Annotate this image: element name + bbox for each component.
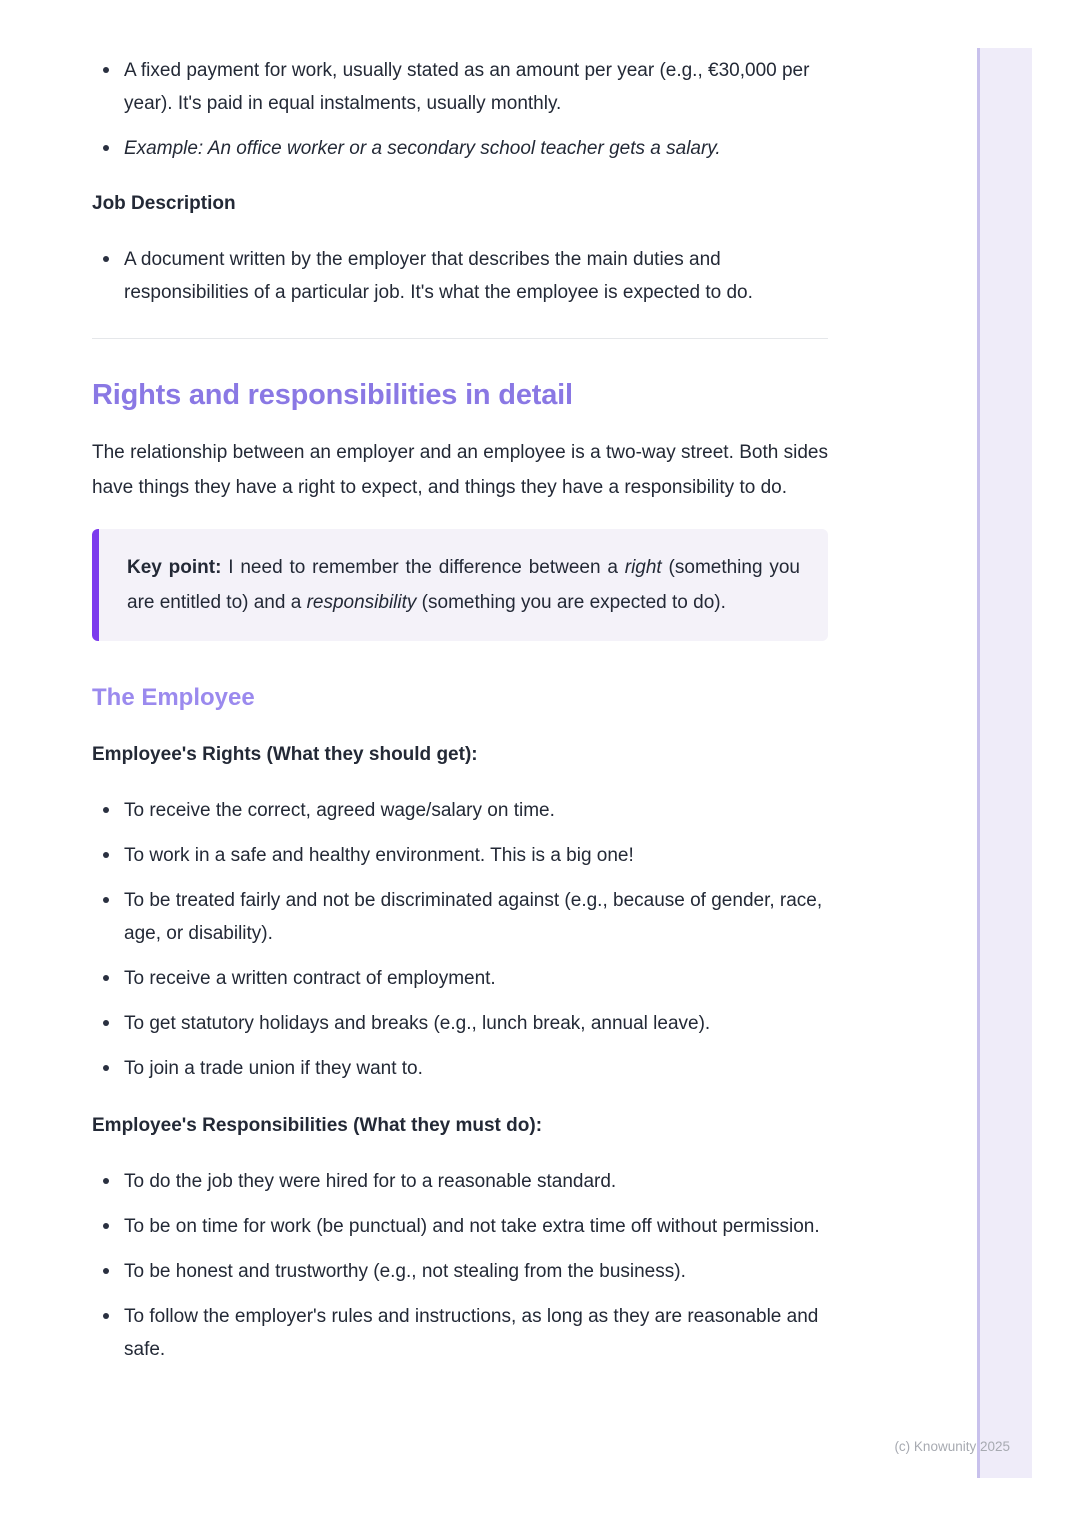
list-item: To do the job they were hired for to a reasonable standard. [124,1165,828,1198]
list-item: To be on time for work (be punctual) and not take extra time off without permission. [124,1210,828,1243]
list-item: To get statutory holidays and breaks (e.g., lunch break, annual leave). [124,1007,828,1040]
list-item: A fixed payment for work, usually stated as an amount per year (e.g., €30,000 per year). It's paid in equal instalments, usually monthly. [124,54,828,120]
key-point-segment: (something you are expected to do). [416,592,726,613]
list-item: To follow the employer's rules and instructions, as long as they are reasonable and safe. [124,1300,828,1366]
list-item: To work in a safe and healthy environment. This is a big one! [124,839,828,872]
list-item: A document written by the employer that describes the main duties and responsibilities of a particular job. It's what the employee is expected to do. [124,243,828,309]
employee-rights-heading: Employee's Rights (What they should get): [92,744,478,765]
list-item: To be treated fairly and not be discriminated against (e.g., because of gender, race, age, or disability). [124,884,828,950]
job-description-bullet-list [92,243,828,309]
key-point-segment: (something you are entitled to) and a [127,557,800,613]
document-content [92,0,828,1366]
copyright-watermark: (c) Knowunity 2025 [894,1439,1010,1454]
job-description-heading: Job Description [92,193,236,214]
key-point-italic-right: right [624,557,662,578]
key-point-label: Key point: [127,557,222,578]
key-point-text [127,550,800,620]
list-item: To join a trade union if they want to. [124,1052,828,1085]
section-divider [92,338,828,339]
key-point-italic-responsibility: responsibility [306,592,417,613]
list-item: To receive a written contract of employment. [124,962,828,995]
employee-responsibilities-list [92,1165,828,1366]
rights-intro-paragraph: The relationship between an employer and an employee is a two-way street. Both sides have things they have a right to expect, and things they have a responsibility to do. [92,442,828,498]
rights-section-title: Rights and responsibilities in detail [92,379,573,411]
key-point-segment: I need to remember the difference between a [221,557,625,578]
key-point-callout [92,529,828,641]
salary-bullet-list [92,54,828,165]
list-item-example: Example: An office worker or a secondary school teacher gets a salary. [124,132,828,165]
employee-section-title: The Employee [92,684,255,711]
employee-responsibilities-heading: Employee's Responsibilities (What they must do): [92,1115,543,1136]
page-edge-band [977,48,1032,1478]
list-item: To be honest and trustworthy (e.g., not stealing from the business). [124,1255,828,1288]
employee-rights-list [92,794,828,1085]
list-item: To receive the correct, agreed wage/salary on time. [124,794,828,827]
